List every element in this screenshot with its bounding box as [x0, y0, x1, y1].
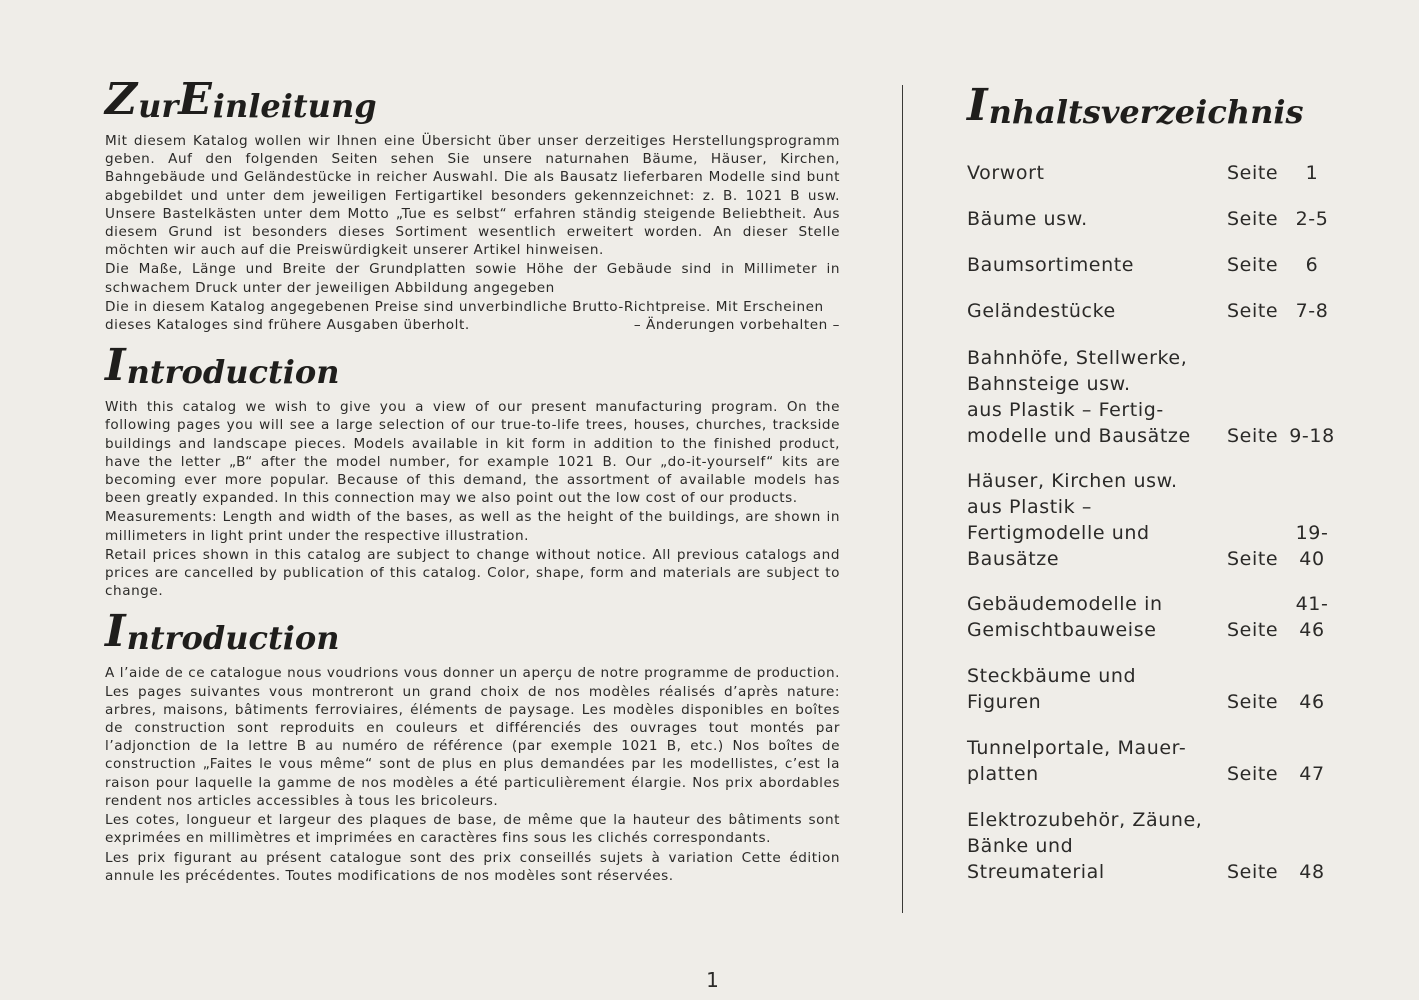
- heading-text: nhaltsverzeichnis: [988, 93, 1304, 131]
- toc-item-label: Häuser, Kirchen usw. aus Plastik – Fertigmodelle und Bausätze: [967, 470, 1178, 570]
- toc-item-label: Elektrozubehör, Zäune, Bänke und Streumaterial: [967, 809, 1203, 883]
- toc-item-seite: Seite: [1227, 619, 1279, 641]
- toc-item-label: Vorwort: [967, 162, 1045, 184]
- toc-item-seite: Seite: [1227, 763, 1279, 785]
- toc-item-label: Geländestücke: [967, 300, 1116, 322]
- toc-item: [967, 298, 1367, 324]
- paragraph-german-3-tail: [105, 316, 840, 334]
- toc-item-seite: Seite: [1227, 861, 1279, 883]
- toc-item: [967, 345, 1367, 449]
- toc-item-label: Steckbäume und Figuren: [967, 665, 1137, 713]
- toc-item: [967, 468, 1367, 572]
- paragraph-french-3: Les prix figurant au présent catalogue sont des prix conseillés sujets à variation Cette édition annule les précédentes. Toutes modifications de nos modèles sont réservées.: [105, 849, 840, 884]
- heading-introduction-fr: [105, 606, 840, 658]
- paragraph-german-3: Die in diesem Katalog angegebenen Preise sind unverbindliche Brutto-Richtpreise. Mit Erscheinen: [105, 298, 824, 315]
- toc-item-seite: Seite: [1227, 162, 1279, 184]
- toc-item-seite: Seite: [1227, 691, 1279, 713]
- heading-initial: I: [105, 340, 126, 392]
- heading-initial: E: [178, 74, 212, 125]
- section-english: [105, 340, 840, 600]
- toc-item-page: 48: [1299, 861, 1325, 883]
- toc-item-page: 41-46: [1295, 593, 1329, 641]
- toc-item-page: 6: [1305, 254, 1319, 276]
- heading-initial: I: [967, 80, 988, 131]
- paragraph-english-2: Measurements: Length and width of the bases, as well as the height of the buildings, are shown in millimeters in light print under the respective illustration.: [105, 509, 840, 544]
- paragraph-german-1: Mit diesem Katalog wollen wir Ihnen eine Übersicht über unser derzeitiges Herstellungsprogramm geben. Auf den folgenden Seiten sehen Sie unsere naturnahen Bäume, Häuser, Kirchen, Bahngebäude und Geländestücke in reicher Auswahl. Die als Bausatz lieferbaren Modelle sind bunt abgebildet und unter dem jeweiligen Fertigartikel besonders gekennzeichnet: z. B. 1021 B usw. Unsere Bastelkästen unter dem Motto „Tue es selbst“ erfahren ständig steigende Beliebtheit. Aus diesem Grund ist besonders dieses Sortiment wesentlich erweitert worden. An dieser Stelle möchten wir auch auf die Preiswürdigkeit unserer Artikel hinweisen.: [105, 133, 840, 259]
- heading-introduction-en: [105, 340, 840, 392]
- heading-initial: Z: [105, 74, 138, 125]
- heading-text: ntroduction: [126, 353, 340, 392]
- toc-item: [967, 206, 1367, 232]
- table-of-contents: [967, 80, 1367, 883]
- toc-item: [967, 591, 1367, 643]
- column-divider: [902, 85, 903, 913]
- toc-item-seite: Seite: [1227, 208, 1279, 230]
- heading-text: inleitung: [212, 87, 377, 125]
- heading-text: ntroduction: [126, 619, 340, 658]
- toc-item: [967, 663, 1367, 715]
- toc-item-seite: Seite: [1227, 425, 1279, 447]
- paragraph-german-2: Die Maße, Länge und Breite der Grundplatten sowie Höhe der Gebäude sind in Millimeter in schwachem Druck unter der jeweiligen Abbildung angegeben: [105, 261, 840, 296]
- heading-initial: I: [105, 606, 126, 658]
- toc-item-label: Baumsortimente: [967, 254, 1135, 276]
- toc-item-page: 2-5: [1295, 208, 1329, 230]
- paragraph-english-3: Retail prices shown in this catalog are subject to change without notice. All previous catalogs and prices are cancelled by publication of this catalog. Color, shape, form and materials are subject to change.: [105, 546, 840, 600]
- toc-item-page: 19-40: [1295, 522, 1329, 570]
- section-german: [105, 74, 840, 334]
- toc-item: [967, 735, 1367, 787]
- paragraph-english-1: With this catalog we wish to give you a view of our present manufacturing program. On the following pages you will see a large selection of our true-to-life trees, houses, churches, trackside buildings and landscape pieces. Models available in kit form in addition to the finished product, have the letter „B“ after the model number, for example 1021 B. Our „do-it-yourself“ kits are becoming ever more popular. Because of this demand, the assortment of available models has been greatly expanded. In this connection may we also point out the low cost of our products.: [105, 399, 840, 507]
- heading-text: ur: [138, 87, 179, 125]
- section-french: [105, 606, 840, 884]
- toc-item-page: 9-18: [1289, 425, 1335, 447]
- toc-item-label: Bahnhöfe, Stellwerke, Bahnsteige usw. aus Plastik – Fertig- modelle und Bausätze: [967, 347, 1191, 447]
- toc-item: [967, 160, 1367, 186]
- toc-item-page: 46: [1299, 691, 1325, 713]
- toc-item: [967, 807, 1367, 885]
- heading-inhaltsverzeichnis: [967, 80, 1367, 131]
- toc-item-page: 7-8: [1295, 300, 1329, 322]
- paragraph-french-2: Les cotes, longueur et largeur des plaques de base, de même que la hauteur des bâtiments sont exprimées en millimètres et imprimées en caractères fins sous les clichés correspondants.: [105, 812, 840, 847]
- heading-zur-einleitung: [105, 74, 840, 125]
- paragraph-french-1: A l’aide de ce catalogue nous voudrions vous donner un aperçu de notre programme de production. Les pages suivantes vous montreront un grand choix de nos modèles réalisés d’après nature: arbres, maisons, bâtiments ferroviaires, éléments de paysage. Les modèles disponibles en boîtes de construction sont reproduits en couleurs et différenciés des ouvrages tout montés par l’adjonction de la lettre B au numéro de référence (par exemple 1021 B, etc.) Nos boîtes de construction „Faites le vous même“ sont de plus en plus demandées par les modellistes, c’est la raison pour laquelle la gamme de nos modèles a été particulièrement élargie. Nos prix abordables rendent nos articles accessibles à tous les bricoleurs.: [105, 665, 840, 809]
- tail-left: dieses Kataloges sind frühere Ausgaben überholt.: [105, 317, 470, 334]
- tail-right: – Änderungen vorbehalten –: [633, 317, 840, 334]
- toc-item-seite: Seite: [1227, 300, 1279, 322]
- page-number: 1: [706, 968, 719, 992]
- left-column: [105, 74, 840, 897]
- toc-item-label: Gebäudemodelle in Gemischtbauweise: [967, 593, 1163, 641]
- toc-item-page: 47: [1299, 763, 1325, 785]
- toc-item-page: 1: [1305, 162, 1319, 184]
- toc-item-label: Tunnelportale, Mauer- platten: [967, 737, 1187, 785]
- toc-item-seite: Seite: [1227, 548, 1279, 570]
- toc-item-label: Bäume usw.: [967, 208, 1088, 230]
- toc-item: [967, 252, 1367, 278]
- toc-item-seite: Seite: [1227, 254, 1279, 276]
